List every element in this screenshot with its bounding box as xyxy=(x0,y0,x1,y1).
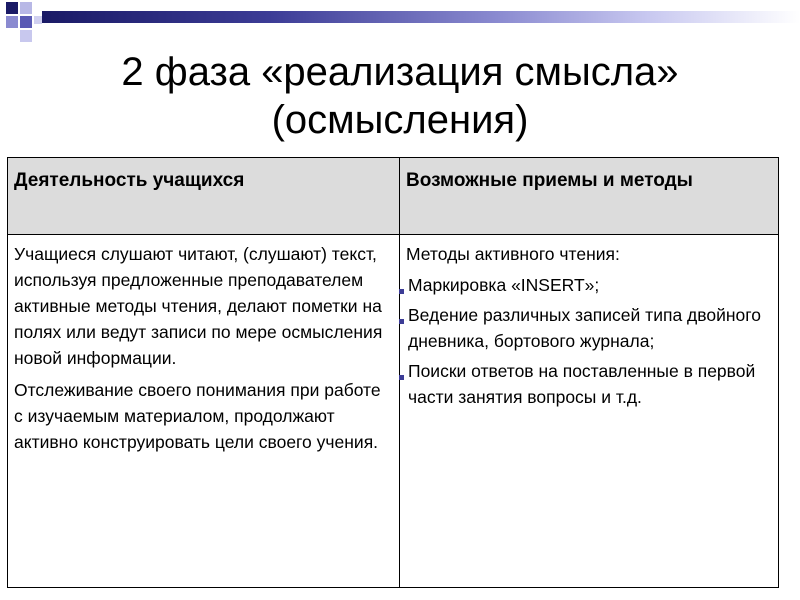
slide-title-line2: (осмысления) xyxy=(271,98,529,142)
method-item-text: Ведение различных записей типа двойного дневника, бортового журнала; xyxy=(408,305,761,351)
list-item xyxy=(406,302,772,354)
decor-square xyxy=(34,16,42,24)
list-item xyxy=(406,358,772,410)
list-item xyxy=(406,272,772,298)
slide-title-line1: 2 фаза «реализация смысла» xyxy=(121,50,679,94)
students-activity-cell xyxy=(8,235,400,588)
decor-square xyxy=(20,30,32,42)
methods-intro: Методы активного чтения: xyxy=(406,244,620,264)
slide-title xyxy=(0,48,800,144)
decor-square xyxy=(20,2,32,14)
header-decoration xyxy=(0,0,800,50)
decor-square xyxy=(6,16,18,28)
content-table xyxy=(7,157,779,588)
students-paragraph-2: Отслеживание своего понимания при работе с изучаемым материалом, продолжают активно конструировать цели своего учения. xyxy=(14,380,381,452)
method-item-text: Маркировка «INSERT»; xyxy=(408,275,600,295)
bullet-square-icon xyxy=(399,375,404,380)
table-header-row xyxy=(8,158,779,235)
bullet-square-icon xyxy=(399,319,404,324)
methods-cell xyxy=(400,235,779,588)
header-gradient-bar xyxy=(42,11,800,23)
table-row xyxy=(8,235,779,588)
decor-square xyxy=(20,16,32,28)
header-methods: Возможные приемы и методы xyxy=(400,158,779,235)
decor-square xyxy=(6,2,18,14)
students-paragraph-1: Учащиеся слушают читают, (слушают) текст, используя предложенные преподавателем активные методы чтения, делают пометки на полях или ведут записи по мере осмысления новой информации. xyxy=(14,244,383,368)
bullet-square-icon xyxy=(399,289,404,294)
method-item-text: Поиски ответов на поставленные в первой части занятия вопросы и т.д. xyxy=(408,361,756,407)
header-students-activity: Деятельность учащихся xyxy=(8,158,400,235)
